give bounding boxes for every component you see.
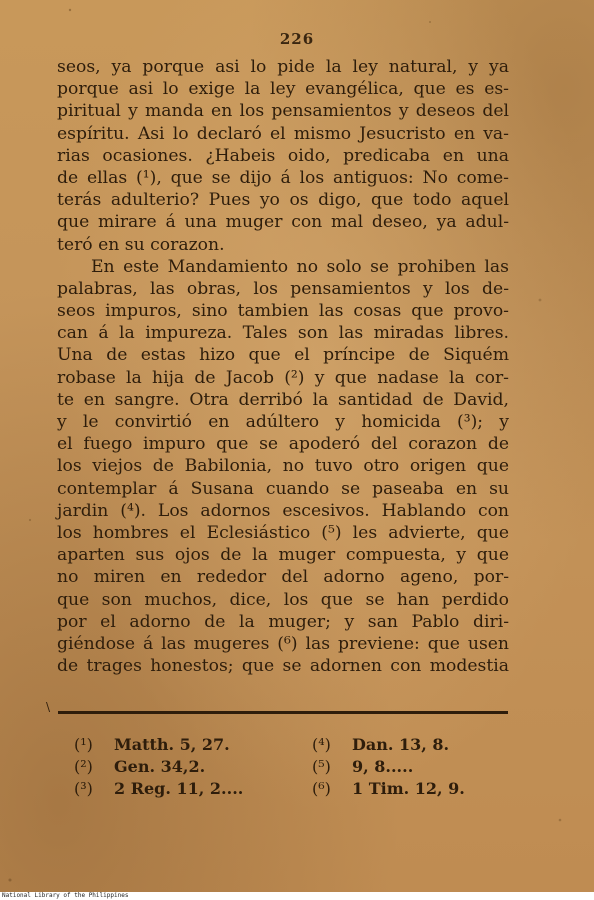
footnote-rule [58,711,508,714]
text-line: el fuego impuro que se apoderó del corazon de [57,434,509,455]
rule-tick: \ [46,700,51,714]
page-number: 226 [279,30,315,48]
footer-credit: National Library of the Philippines [0,892,594,900]
text-line: seos, ya porque asi lo pide la ley natural, y ya [57,57,509,77]
text-line: de trages honestos; que se adornen con modestia [57,656,509,677]
text-line: espíritu. Asi lo declaró el mismo Jesucristo en va- [57,123,509,144]
footnote [312,734,465,756]
text-line: contemplar á Susana cuando se paseaba en su [57,478,509,499]
text-line: giéndose á las mugeres (⁶) las previene: que usen [57,633,509,654]
body-text [57,56,509,677]
footnote-reference: 9, 8..... [352,757,414,776]
footnote-number: (³) [74,779,93,798]
text-line: piritual y manda en los pensamientos y deseos del [57,101,509,122]
text-line: que son muchos, dice, los que se han perdido [57,589,509,610]
footnote-reference: Dan. 13, 8. [352,735,450,754]
text-line: los viejos de Babilonia, no tuvo otro origen que [57,456,509,477]
footnote [312,778,465,800]
text-line: palabras, las obras, los pensamientos y los de- [57,278,509,299]
text-line: En este Mandamiento no solo se prohiben las [91,256,509,277]
footnote-number: (⁶) [312,779,331,798]
footnote-reference: Gen. 34,2. [114,757,206,776]
text-line: porque asi lo exige la ley evangélica, que es es- [57,79,509,100]
text-line: y le convirtió en adúltero y homicida (³); y [57,412,509,432]
text-line: que mirare á una muger con mal deseo, ya adul- [57,212,509,233]
text-line: terás adulterio? Pues yo os digo, que todo aquel [57,190,509,211]
footnotes-left [74,734,243,800]
footnote-number: (⁴) [312,735,331,754]
text-line: robase la hija de Jacob (²) y que nadase la cor- [57,367,509,388]
text-line: teró en su corazon. [57,234,225,255]
text-line: por el adorno de la muger; y san Pablo diri- [57,611,509,632]
footnotes-right [312,734,465,800]
footnote-number: (²) [74,757,93,776]
text-line: Una de estas hizo que el príncipe de Siquém [57,345,509,366]
footnote-reference: 1 Tim. 12, 9. [352,779,465,798]
text-line: jardin (⁴). Los adornos escesivos. Hablando con [57,500,509,521]
text-line: los hombres el Eclesiástico (⁵) les advierte, que [57,522,509,543]
footnote [74,756,243,778]
footnote-number: (⁵) [312,757,331,776]
text-line: aparten sus ojos de la muger compuesta, y que [57,545,509,566]
text-line: no miren en rededor del adorno ageno, por- [57,567,509,588]
footnote-reference: 2 Reg. 11, 2.... [114,779,244,798]
footnote-reference: Matth. 5, 27. [114,735,230,754]
text-line: rias ocasiones. ¿Habeis oido, predicaba en una [57,145,509,166]
text-line: te en sangre. Otra derribó la santidad de David, [57,389,509,410]
text-line: de ellas (¹), que se dijo á los antiguos: No come- [57,167,509,188]
text-line: can á la impureza. Tales son las miradas libres. [57,323,509,344]
footnote [74,734,243,756]
text-line: seos impuros, sino tambien las cosas que provo- [57,301,509,322]
footnote [312,756,465,778]
footnote [74,778,243,800]
footnote-number: (¹) [74,735,93,754]
